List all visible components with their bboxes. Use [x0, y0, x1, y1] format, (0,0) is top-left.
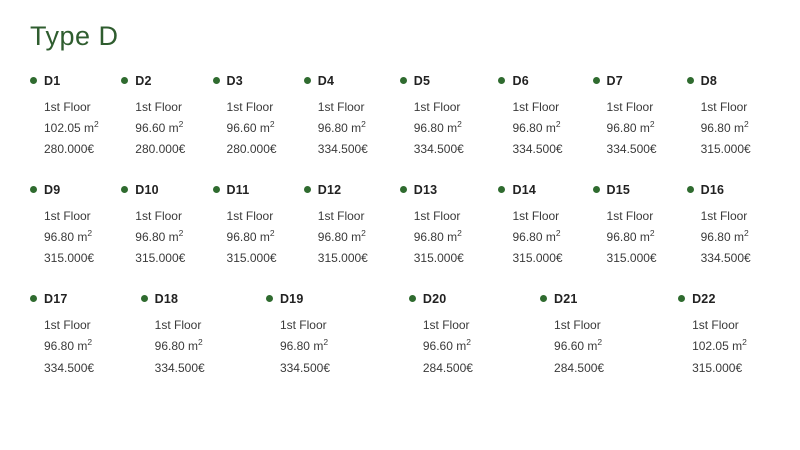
unit-area-unit: m	[313, 339, 324, 354]
unit-floor: 1st Floor	[44, 208, 91, 223]
unit-area-exponent: 2	[269, 119, 275, 130]
unit-card-d13[interactable]	[400, 183, 499, 270]
unit-area-unit: m	[351, 230, 362, 245]
unit-header	[498, 74, 586, 88]
unit-area	[414, 118, 493, 139]
unit-name: D11	[226, 182, 250, 197]
unit-card-d6[interactable]	[498, 74, 592, 161]
unit-area-unit: m	[587, 339, 598, 354]
unit-details	[30, 206, 115, 270]
unit-price: 315.000€	[413, 251, 464, 266]
unit-area	[692, 336, 770, 357]
unit-details	[30, 97, 115, 161]
unit-card-d17[interactable]	[30, 292, 141, 379]
unit-area-unit: m	[545, 121, 556, 136]
unit-card-d20[interactable]	[409, 292, 540, 379]
unit-floor: 1st Floor	[317, 99, 365, 114]
unit-area-exponent: 2	[743, 119, 749, 130]
unit-details	[593, 97, 681, 161]
bullet-dot-icon	[213, 77, 220, 84]
unit-area-exponent: 2	[457, 228, 462, 239]
unit-area-exponent: 2	[361, 228, 366, 239]
unit-area	[44, 118, 115, 139]
unit-area-unit: m	[639, 121, 650, 136]
unit-area-exponent: 2	[269, 228, 275, 239]
unit-details	[400, 97, 493, 161]
unit-header	[30, 183, 115, 197]
unit-area-value: 96.80	[700, 121, 731, 136]
unit-area	[423, 336, 534, 357]
unit-name: D20	[422, 291, 447, 306]
bullet-dot-icon	[141, 295, 148, 302]
unit-area-exponent: 2	[87, 337, 93, 348]
unit-area-value: 96.80	[317, 230, 348, 245]
bullet-dot-icon	[540, 295, 547, 302]
unit-name: D2	[135, 73, 152, 88]
unit-card-d8[interactable]	[687, 74, 776, 161]
unit-area-value: 96.80	[317, 121, 348, 136]
unit-area	[607, 227, 681, 248]
bullet-dot-icon	[304, 186, 311, 193]
unit-floor: 1st Floor	[413, 208, 461, 223]
unit-area-value: 96.80	[413, 121, 444, 136]
unit-card-d11[interactable]	[213, 183, 304, 270]
unit-price: 334.500€	[606, 142, 657, 157]
unit-area	[318, 227, 394, 248]
unit-area-value: 96.80	[606, 230, 637, 245]
unit-name: D16	[700, 182, 725, 197]
bullet-dot-icon	[213, 186, 220, 193]
unit-card-d2[interactable]	[121, 74, 212, 161]
unit-header	[121, 183, 206, 197]
unit-price: 280.000€	[135, 142, 186, 157]
unit-area-exponent: 2	[555, 119, 561, 130]
bullet-dot-icon	[30, 77, 37, 84]
unit-area-value: 96.80	[154, 339, 185, 354]
unit-area-unit: m	[77, 339, 88, 354]
unit-area	[44, 227, 115, 248]
unit-area	[512, 118, 586, 139]
unit-card-d16[interactable]	[687, 183, 776, 270]
unit-card-d4[interactable]	[304, 74, 400, 161]
unit-price: 315.000€	[700, 142, 751, 157]
unit-floor: 1st Floor	[226, 99, 274, 114]
unit-area	[227, 227, 298, 248]
unit-details	[678, 315, 770, 379]
unit-area-exponent: 2	[649, 228, 655, 239]
unit-price: 315.000€	[135, 251, 186, 266]
unit-area-exponent: 2	[361, 119, 366, 130]
unit-name: D7	[606, 73, 623, 88]
unit-floor: 1st Floor	[512, 208, 560, 223]
unit-area-value: 96.80	[135, 230, 166, 245]
unit-details	[304, 206, 394, 270]
unit-header	[593, 183, 681, 197]
bullet-dot-icon	[593, 77, 600, 84]
unit-details	[121, 206, 206, 270]
unit-area-value: 96.60	[135, 121, 166, 136]
unit-name: D13	[413, 182, 438, 197]
unit-header	[678, 292, 770, 306]
unit-header	[687, 74, 770, 88]
unit-floor: 1st Floor	[44, 317, 91, 332]
unit-floor: 1st Floor	[606, 99, 654, 114]
unit-floor: 1st Floor	[154, 317, 202, 332]
unit-details	[409, 315, 534, 379]
unit-floor: 1st Floor	[317, 208, 365, 223]
unit-area-exponent: 2	[198, 337, 203, 348]
unit-details	[687, 206, 770, 270]
unit-card-d21[interactable]	[540, 292, 678, 379]
unit-area	[227, 118, 298, 139]
unit-area	[512, 227, 586, 248]
unit-floor: 1st Floor	[44, 99, 91, 114]
unit-floor: 1st Floor	[554, 317, 601, 332]
unit-area-exponent: 2	[597, 337, 603, 348]
unit-area-unit: m	[447, 121, 458, 136]
unit-price: 334.500€	[279, 360, 331, 375]
unit-area-unit: m	[77, 230, 88, 245]
unit-card-d1[interactable]	[30, 74, 121, 161]
unit-row	[30, 183, 776, 270]
page-title: Type D	[30, 21, 119, 51]
bullet-dot-icon	[121, 186, 128, 193]
unit-name: D17	[44, 291, 68, 306]
unit-area-value: 96.80	[700, 230, 731, 245]
unit-name: D18	[154, 291, 179, 306]
unit-grid	[30, 74, 776, 379]
unit-row	[30, 74, 776, 161]
bullet-dot-icon	[266, 295, 273, 302]
unit-name: D10	[135, 182, 159, 197]
unit-details	[498, 206, 586, 270]
unit-area	[280, 336, 403, 357]
unit-area-value: 96.60	[226, 121, 257, 136]
unit-price: 284.500€	[554, 360, 605, 375]
unit-details	[141, 315, 260, 379]
unit-header	[540, 292, 672, 306]
unit-floor: 1st Floor	[700, 99, 748, 114]
unit-area-exponent: 2	[466, 337, 471, 348]
unit-area	[155, 336, 260, 357]
unit-price: 334.500€	[317, 142, 368, 157]
unit-area-value: 96.80	[512, 121, 543, 136]
unit-name: D8	[700, 73, 717, 88]
unit-card-d9[interactable]	[30, 183, 121, 270]
unit-floor: 1st Floor	[606, 208, 654, 223]
unit-header	[30, 74, 115, 88]
bullet-dot-icon	[687, 77, 694, 84]
unit-floor: 1st Floor	[135, 99, 182, 114]
unit-details	[121, 97, 206, 161]
unit-name: D9	[44, 182, 61, 197]
unit-price: 334.500€	[700, 251, 751, 266]
unit-area-unit: m	[168, 121, 179, 136]
unit-area-unit: m	[732, 339, 743, 354]
unit-price: 315.000€	[44, 251, 95, 266]
bullet-dot-icon	[121, 77, 128, 84]
bullet-dot-icon	[30, 186, 37, 193]
unit-card-d22[interactable]	[678, 292, 776, 379]
bullet-dot-icon	[400, 77, 407, 84]
unit-area-value: 96.80	[226, 230, 257, 245]
unit-details	[266, 315, 403, 379]
unit-card-d14[interactable]	[498, 183, 592, 270]
bullet-dot-icon	[304, 77, 311, 84]
unit-area-value: 102.05	[44, 121, 81, 136]
unit-area	[607, 118, 681, 139]
unit-price: 284.500€	[422, 360, 473, 375]
unit-details	[498, 97, 586, 161]
unit-area-exponent: 2	[87, 228, 93, 239]
unit-area	[318, 118, 394, 139]
bullet-dot-icon	[498, 77, 505, 84]
unit-row	[30, 292, 776, 379]
unit-floor: 1st Floor	[226, 208, 274, 223]
unit-area-exponent: 2	[323, 337, 329, 348]
bullet-dot-icon	[409, 295, 416, 302]
unit-header	[687, 183, 770, 197]
unit-details	[400, 206, 493, 270]
unit-area-unit: m	[351, 121, 362, 136]
unit-name: D5	[413, 73, 431, 88]
unit-header	[121, 74, 206, 88]
unit-area-exponent: 2	[178, 119, 184, 130]
unit-details	[30, 315, 135, 379]
unit-price: 334.500€	[154, 360, 205, 375]
unit-details	[213, 206, 298, 270]
unit-name: D4	[317, 73, 335, 88]
unit-area-value: 102.05	[692, 339, 729, 354]
unit-area-value: 96.80	[413, 230, 444, 245]
unit-price: 334.500€	[44, 360, 95, 375]
unit-name: D21	[554, 291, 578, 306]
unit-header	[266, 292, 403, 306]
unit-name: D12	[317, 182, 342, 197]
unit-name: D14	[512, 182, 537, 197]
unit-details	[213, 97, 298, 161]
unit-header	[498, 183, 586, 197]
unit-area-exponent: 2	[178, 228, 184, 239]
unit-name: D19	[279, 291, 304, 306]
unit-floor: 1st Floor	[413, 99, 461, 114]
unit-area-exponent: 2	[555, 228, 561, 239]
unit-price: 315.000€	[692, 360, 743, 375]
unit-details	[304, 97, 394, 161]
unit-header	[593, 74, 681, 88]
unit-name: D22	[692, 291, 716, 306]
unit-area	[701, 118, 770, 139]
unit-card-d19[interactable]	[266, 292, 409, 379]
unit-area	[701, 227, 770, 248]
unit-price: 280.000€	[226, 142, 277, 157]
unit-price: 315.000€	[606, 251, 657, 266]
unit-floor: 1st Floor	[692, 317, 739, 332]
unit-area-exponent: 2	[742, 337, 747, 348]
unit-area	[135, 227, 206, 248]
unit-name: D15	[606, 182, 631, 197]
unit-name: D1	[44, 73, 61, 88]
unit-area-exponent: 2	[743, 228, 749, 239]
unit-area-value: 96.80	[512, 230, 543, 245]
unit-name: D6	[512, 73, 529, 88]
unit-area	[414, 227, 493, 248]
unit-price: 315.000€	[317, 251, 368, 266]
unit-details	[687, 97, 770, 161]
unit-area-unit: m	[456, 339, 467, 354]
unit-area	[135, 118, 206, 139]
unit-area-value: 96.60	[422, 339, 453, 354]
bullet-dot-icon	[400, 186, 407, 193]
unit-floor: 1st Floor	[422, 317, 470, 332]
unit-header	[304, 74, 394, 88]
bullet-dot-icon	[593, 186, 600, 193]
unit-price: 334.500€	[413, 142, 464, 157]
unit-area-unit: m	[545, 230, 556, 245]
unit-price: 334.500€	[512, 142, 563, 157]
unit-floor: 1st Floor	[512, 99, 560, 114]
unit-header	[30, 292, 135, 306]
unit-area-value: 96.80	[279, 339, 310, 354]
unit-area	[44, 336, 135, 357]
unit-area	[554, 336, 672, 357]
unit-area-unit: m	[168, 230, 179, 245]
unit-header	[400, 183, 493, 197]
unit-area-exponent: 2	[649, 119, 655, 130]
unit-name: D3	[226, 73, 243, 88]
unit-price: 280.000€	[44, 142, 95, 157]
unit-header	[141, 292, 260, 306]
unit-area-exponent: 2	[457, 119, 462, 130]
unit-floor: 1st Floor	[279, 317, 327, 332]
unit-header	[213, 74, 298, 88]
unit-card-d10[interactable]	[121, 183, 212, 270]
unit-header	[400, 74, 493, 88]
unit-area-unit: m	[84, 121, 95, 136]
unit-area-unit: m	[733, 230, 744, 245]
unit-area-unit: m	[188, 339, 199, 354]
unit-card-d18[interactable]	[141, 292, 266, 379]
unit-card-d12[interactable]	[304, 183, 400, 270]
unit-area-unit: m	[733, 121, 744, 136]
bullet-dot-icon	[687, 186, 694, 193]
unit-floor: 1st Floor	[700, 208, 748, 223]
unit-area-value: 96.80	[44, 230, 75, 245]
unit-area-unit: m	[639, 230, 650, 245]
unit-area-exponent: 2	[94, 119, 99, 130]
unit-details	[593, 206, 681, 270]
unit-area-value: 96.80	[606, 121, 637, 136]
unit-floor: 1st Floor	[135, 208, 182, 223]
unit-price: 315.000€	[512, 251, 563, 266]
unit-area-unit: m	[447, 230, 458, 245]
unit-header	[409, 292, 534, 306]
unit-card-d3[interactable]	[213, 74, 304, 161]
unit-area-unit: m	[259, 230, 270, 245]
unit-area-unit: m	[259, 121, 270, 136]
unit-header	[213, 183, 298, 197]
bullet-dot-icon	[498, 186, 505, 193]
unit-header	[304, 183, 394, 197]
unit-card-d15[interactable]	[593, 183, 687, 270]
unit-area-value: 96.60	[554, 339, 585, 354]
unit-price: 315.000€	[226, 251, 277, 266]
bullet-dot-icon	[678, 295, 685, 302]
bullet-dot-icon	[30, 295, 37, 302]
unit-details	[540, 315, 672, 379]
unit-card-d5[interactable]	[400, 74, 499, 161]
unit-card-d7[interactable]	[593, 74, 687, 161]
unit-area-value: 96.80	[44, 339, 75, 354]
